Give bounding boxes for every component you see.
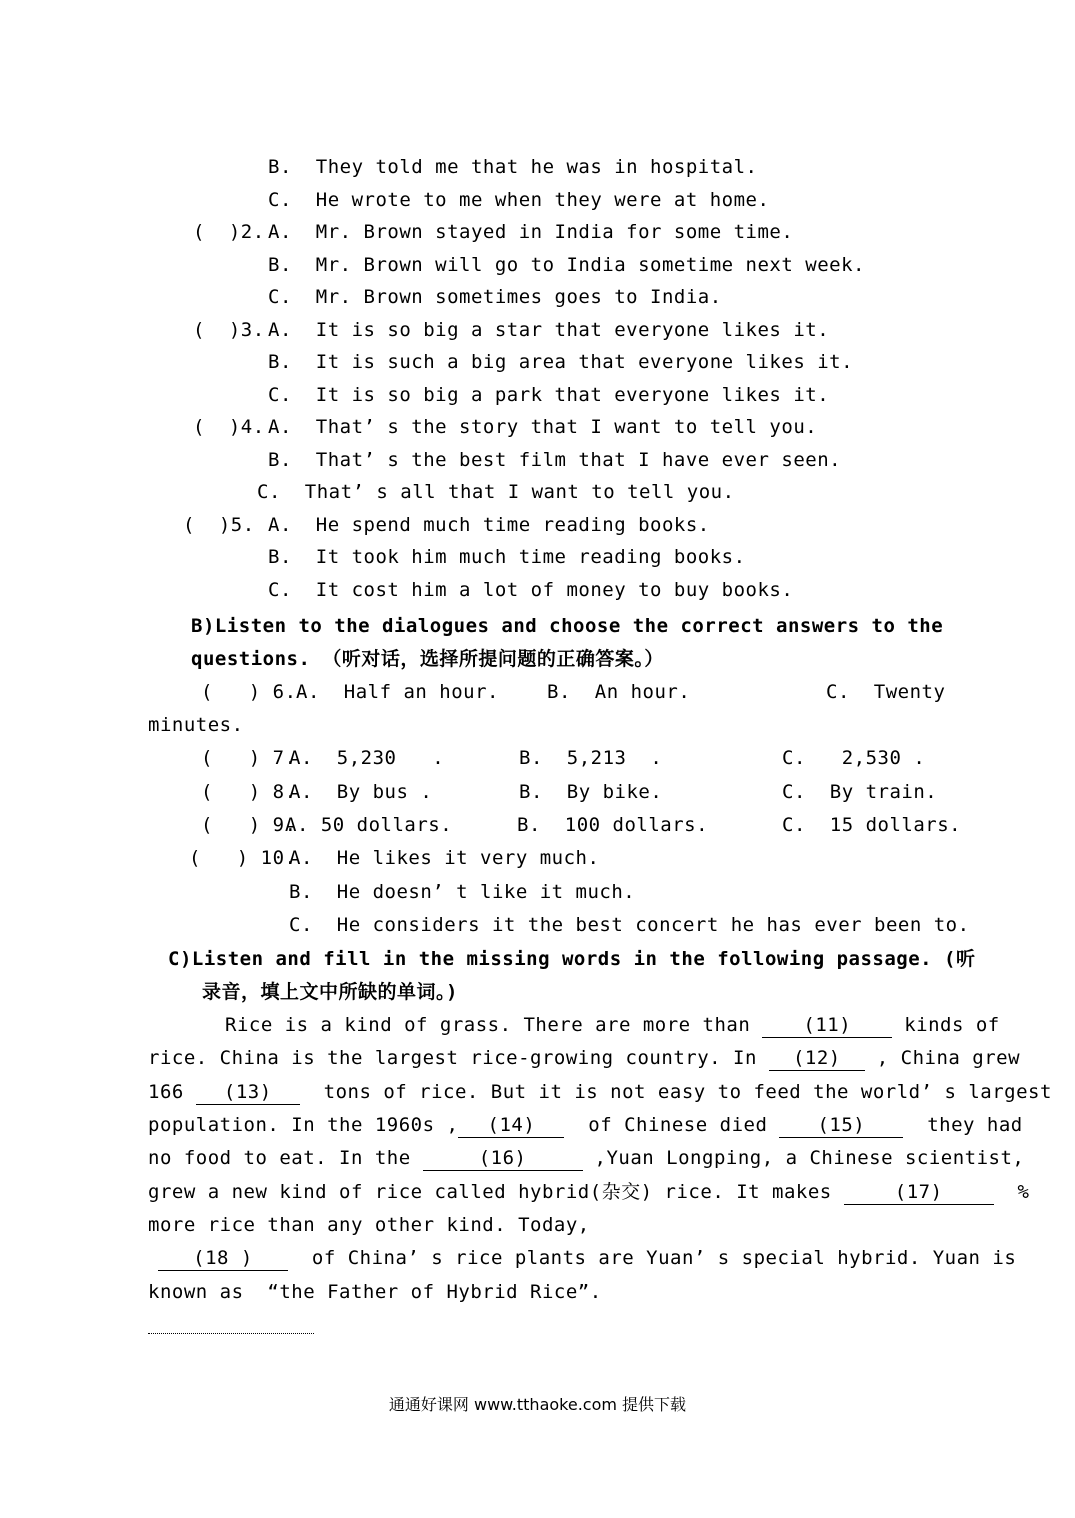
q4-number: ( )4.: [193, 416, 265, 438]
passage-text: tons of rice. But it is not easy to feed the world’ s largest: [299, 1081, 1052, 1103]
q6-option-a: A. Half an hour.: [296, 681, 499, 703]
q7-option-b: B. 5,213 .: [519, 747, 663, 769]
q6-option-c-cont: minutes.: [148, 714, 244, 736]
passage-line-1: [225, 1013, 1000, 1038]
passage-text: ,Yuan Longping, a Chinese scientist,: [582, 1147, 1025, 1169]
q2-option-a: A. Mr. Brown stayed in India for some time.: [268, 221, 794, 243]
blank-17[interactable]: (17): [844, 1180, 994, 1205]
q10-option-c: C. He considers it the best concert he has ever been to.: [289, 914, 970, 936]
passage-text: rice. China is the largest rice-growing country. In: [148, 1047, 769, 1069]
blank-14[interactable]: (14): [458, 1113, 564, 1138]
q10-number: ( ) 10.: [189, 847, 297, 869]
q6-number: ( ) 6.: [201, 681, 297, 703]
passage-line-9: known as “the Father of Hybrid Rice”.: [148, 1281, 602, 1303]
q9-option-c: C. 15 dollars.: [782, 814, 962, 836]
q9-number: ( ) 9.: [201, 814, 297, 836]
q7-number: ( ) 7.: [201, 747, 297, 769]
q5-option-c: C. It cost him a lot of money to buy books.: [268, 579, 794, 601]
passage-text: kinds of: [892, 1014, 1000, 1036]
passage-line-3: [148, 1080, 1052, 1105]
page-footer: 通通好课网 www.tthaoke.com 提供下载: [388, 1395, 687, 1414]
q3-number: ( )3.: [193, 319, 265, 341]
q6-option-b: B. An hour.: [547, 681, 691, 703]
passage-line-6: [148, 1180, 1029, 1205]
passage-text: %: [993, 1181, 1030, 1203]
passage-text: 166: [148, 1081, 196, 1103]
q7-option-c: C. 2,530 .: [782, 747, 926, 769]
q5-number: ( )5.: [183, 514, 255, 536]
passage-text: Rice is a kind of grass. There are more than: [225, 1014, 763, 1036]
footnote-divider: [148, 1333, 314, 1334]
q8-option-a: A. By bus .: [289, 781, 433, 803]
q4-option-c: C. That’ s all that I want to tell you.: [257, 481, 735, 503]
q4-option-a: A. That’ s the story that I want to tell you.: [268, 416, 818, 438]
q9-option-a: A. 50 dollars.: [285, 814, 453, 836]
q3-option-a: A. It is so big a star that everyone likes it.: [268, 319, 830, 341]
q5-option-a: A. He spend much time reading books.: [268, 514, 710, 536]
passage-line-2: [148, 1046, 1020, 1071]
q8-number: ( ) 8.: [201, 781, 297, 803]
passage-text: , China grew: [864, 1047, 1021, 1069]
blank-16[interactable]: (16): [423, 1146, 583, 1171]
q2-number: ( )2.: [193, 221, 265, 243]
q1-option-c: C. He wrote to me when they were at home.: [268, 189, 770, 211]
passage-line-7: more rice than any other kind. Today,: [148, 1214, 590, 1236]
q8-option-c: C. By train.: [782, 781, 938, 803]
blank-18[interactable]: (18 ): [158, 1246, 288, 1271]
blank-13[interactable]: (13): [196, 1080, 300, 1105]
part-c-heading-cont: 录音，填上文中所缺的单词。): [202, 981, 458, 1003]
passage-text: of Chinese died: [564, 1114, 780, 1136]
blank-12[interactable]: (12): [769, 1046, 865, 1071]
q2-option-c: C. Mr. Brown sometimes goes to India.: [268, 286, 722, 308]
part-b-heading-cont: questions. （听对话，选择所提问题的正确答案。）: [191, 648, 664, 670]
q5-option-b: B. It took him much time reading books.: [268, 546, 746, 568]
q3-option-b: B. It is such a big area that everyone likes it.: [268, 351, 854, 373]
passage-text: they had: [903, 1114, 1023, 1136]
part-b-heading: B)Listen to the dialogues and choose the correct answers to the: [191, 615, 944, 637]
q6-option-c: C. Twenty: [826, 681, 946, 703]
passage-line-4: [148, 1113, 1023, 1138]
q4-option-b: B. That’ s the best film that I have ever seen.: [268, 449, 842, 471]
passage-line-5: [148, 1146, 1024, 1171]
q9-option-b: B. 100 dollars.: [517, 814, 709, 836]
q2-option-b: B. Mr. Brown will go to India sometime next week.: [268, 254, 865, 276]
q3-option-c: C. It is so big a park that everyone likes it.: [268, 384, 830, 406]
passage-text: no food to eat. In the: [148, 1147, 423, 1169]
blank-11[interactable]: (11): [762, 1013, 892, 1038]
passage-text: grew a new kind of rice called hybrid(杂交) rice. It makes: [148, 1181, 844, 1203]
q7-option-a: A. 5,230 .: [289, 747, 445, 769]
passage-text: of China’ s rice plants are Yuan’ s special hybrid. Yuan is: [288, 1247, 1017, 1269]
q8-option-b: B. By bike.: [519, 781, 663, 803]
passage-line-8: [158, 1246, 1016, 1271]
q10-option-b: B. He doesn’ t like it much.: [289, 881, 636, 903]
part-c-heading: C)Listen and fill in the missing words in the following passage. (听: [168, 948, 976, 970]
q10-option-a: A. He likes it very much.: [289, 847, 600, 869]
passage-text: population. In the 1960s ,: [148, 1114, 459, 1136]
q1-option-b: B. They told me that he was in hospital.: [268, 156, 758, 178]
blank-15[interactable]: (15): [779, 1113, 903, 1138]
